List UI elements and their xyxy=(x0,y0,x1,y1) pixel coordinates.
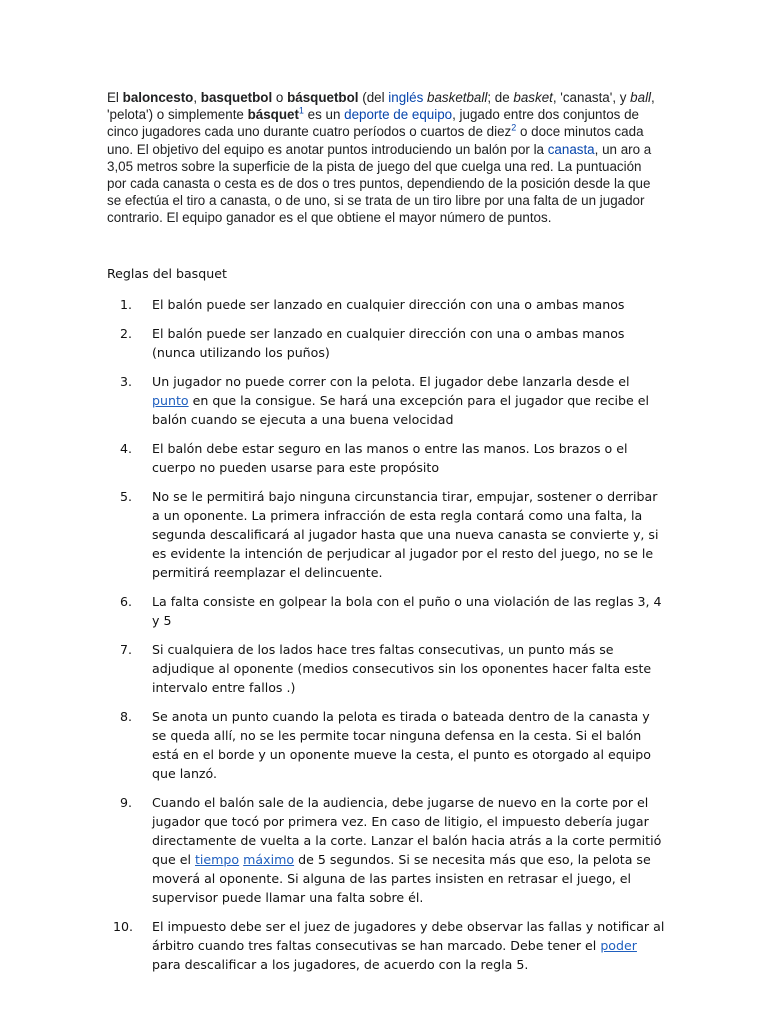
intro-text: , xyxy=(193,90,201,105)
intro-bold-term: baloncesto xyxy=(122,90,194,105)
intro-italic-term: ball xyxy=(630,90,652,105)
intro-text: , 'pelota') o simplemente xyxy=(107,90,655,123)
rule-number: 2. xyxy=(120,326,133,341)
link-punto[interactable]: punto xyxy=(152,393,189,408)
intro-text: (del xyxy=(358,90,389,105)
rule-text: en que la consigue. Se hará una excepción para el jugador que recibe el balón cuando se ejecuta a una buena velocidad xyxy=(152,393,649,427)
rule-item xyxy=(107,640,667,697)
rule-text: El balón debe estar seguro en las manos o entre las manos. Los brazos o el cuerpo no pueden usarse para este propósito xyxy=(152,441,628,475)
intro-paragraph xyxy=(107,89,663,227)
intro-text: o xyxy=(272,90,288,105)
intro-text: , un aro a 3,05 metros sobre la superficie de la pista de juego del que cuelga una red. La puntuación por cada canasta o cesta es de dos o tres puntos, dependiendo de la posición desde la que se efectúa el tiro a canasta, o de uno, si se trata de un tiro libre por una falta de un jugador contrario. El equipo ganador es el que obtiene el mayor número de puntos. xyxy=(107,141,652,226)
intro-text: , jugado entre dos conjuntos de cinco jugadores cada uno durante cuatro períodos o cuartos de diez xyxy=(107,107,639,140)
intro-italic-term: basket xyxy=(513,90,553,105)
intro-bold-term: básquet xyxy=(247,107,299,123)
rule-text: Si cualquiera de los lados hace tres faltas consecutivas, un punto más se adjudique al oponente (medios consecutivos sin los oponentes hacer falta este intervalo entre fallos .) xyxy=(152,642,652,695)
rule-text: No se le permitirá bajo ninguna circunstancia tirar, empujar, sostener o derribar a un oponente. La primera infracción de esta regla contará como una falta, la segunda descalificará al jugador hasta que una nueva canasta se convierte y, si es evidente la intención de perjudicar al jugador por el resto del juego, no se le permitirá reemplazar el delincuente. xyxy=(152,489,659,580)
rule-text: Cuando el balón sale de la audiencia, debe jugarse de nuevo en la corte por el jugador que tocó por primera vez. En caso de litigio, el impuesto debería jugar directamente de vuelta a la corte. Lanzar el balón hacia atrás a la corte permitió que el xyxy=(152,795,662,867)
link-canasta[interactable]: canasta xyxy=(547,141,595,157)
link-tiempo[interactable]: tiempo xyxy=(194,852,240,867)
intro-text: ; de xyxy=(487,90,514,105)
intro-italic-term: basketball xyxy=(427,90,488,105)
rule-item xyxy=(107,917,667,974)
rule-item xyxy=(107,592,667,630)
rule-number: 6. xyxy=(120,594,133,609)
rule-item xyxy=(107,372,667,429)
rule-item xyxy=(107,324,667,362)
rule-number: 1. xyxy=(120,297,133,312)
rule-number: 4. xyxy=(120,441,133,456)
rule-number: 3. xyxy=(120,374,133,389)
rule-text: El balón puede ser lanzado en cualquier dirección con una o ambas manos (nunca utilizando los puños) xyxy=(152,326,625,360)
rule-number: 8. xyxy=(120,709,133,724)
rule-text: Se anota un punto cuando la pelota es tirada o bateada dentro de la canasta y se queda allí, no se les permite tocar ninguna defensa en la cesta. Si el balón está en el borde y un oponente mueve la cesta, el punto es otorgado al equipo que lanzó. xyxy=(152,709,651,781)
rule-number: 7. xyxy=(120,642,133,657)
rule-text: Un jugador no puede correr con la pelota. El jugador debe lanzarla desde el xyxy=(152,374,630,389)
rule-text: La falta consiste en golpear la bola con el puño o una violación de las reglas 3, 4 y 5 xyxy=(152,594,662,628)
intro-text: El xyxy=(107,90,123,105)
rule-text: El impuesto debe ser el juez de jugadores y debe observar las fallas y notificar al árbitro cuando tres faltas consecutivas se han marcado. Debe tener el xyxy=(152,919,665,953)
rules-heading: Reglas del basquet xyxy=(107,266,227,281)
rule-number: 5. xyxy=(120,489,133,504)
footnote-ref-2[interactable]: 2 xyxy=(511,122,517,133)
intro-text: , 'canasta', y xyxy=(552,90,631,105)
intro-text: es un xyxy=(303,107,345,123)
rule-item xyxy=(107,439,667,477)
intro-bold-term: básquetbol xyxy=(287,90,359,105)
rules-list xyxy=(107,295,667,984)
rule-item xyxy=(107,793,667,907)
footnote-ref-1[interactable]: 1 xyxy=(298,105,304,116)
rule-text: para descalificar a los jugadores, de acuerdo con la regla 5. xyxy=(152,957,529,972)
rule-item xyxy=(107,707,667,783)
rule-item xyxy=(107,487,667,582)
link-ingles[interactable]: inglés xyxy=(388,90,424,105)
link-maximo[interactable]: máximo xyxy=(243,852,295,867)
rule-text: de 5 segundos. Si se necesita más que eso, la pelota se moverá al oponente. Si alguna de las partes insisten en retrasar el juego, el supervisor puede llamar una falta sobre él. xyxy=(152,852,651,905)
rule-number: 9. xyxy=(120,795,133,810)
link-poder[interactable]: poder xyxy=(600,938,637,953)
rule-item xyxy=(107,295,667,314)
intro-bold-term: basquetbol xyxy=(200,90,273,105)
intro-text: o doce minutos cada uno. El objetivo del equipo es anotar puntos introduciendo un balón por la xyxy=(107,124,644,157)
rule-number: 10. xyxy=(113,919,134,934)
link-deporte-de-equipo[interactable]: deporte de equipo xyxy=(344,107,453,123)
rule-text: El balón puede ser lanzado en cualquier dirección con una o ambas manos xyxy=(152,297,625,312)
